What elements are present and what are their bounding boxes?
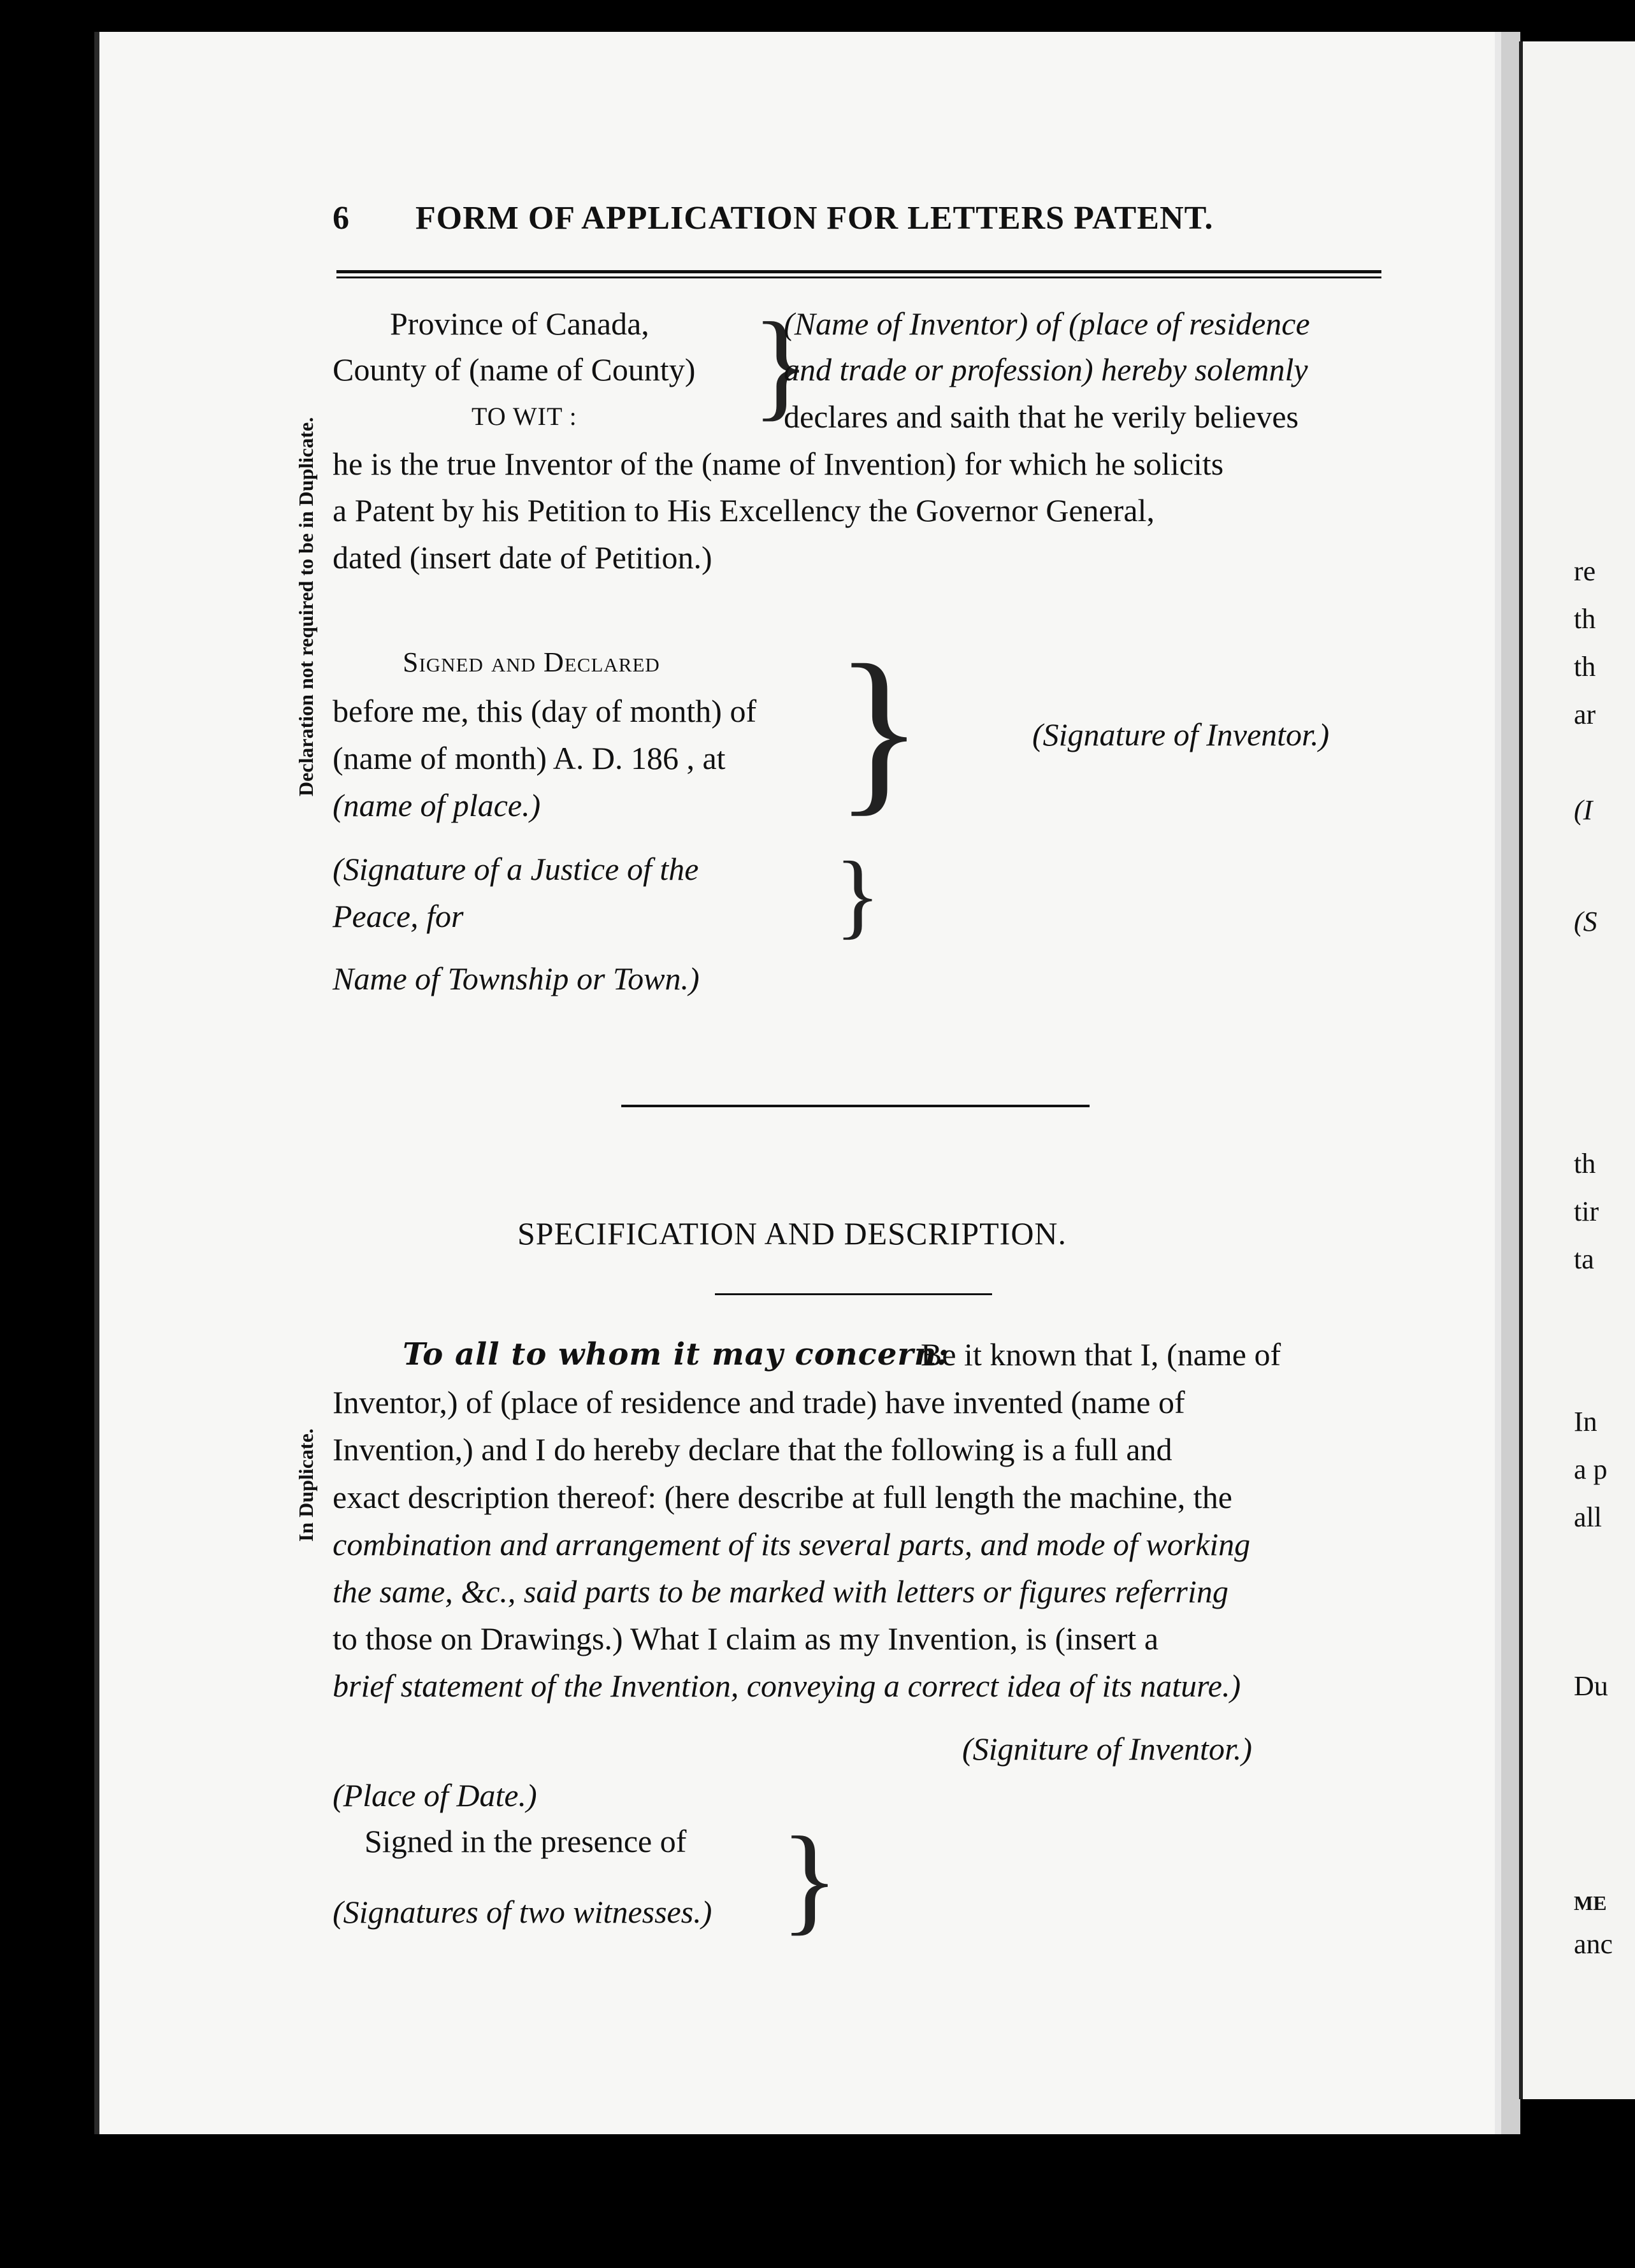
specification-body-line: Be it known that I, (name of — [921, 1337, 1281, 1372]
declaration-body-line: dated (insert date of Petition.) — [333, 540, 712, 575]
specification-heading: SPECIFICATION AND DESCRIPTION. — [517, 1216, 1067, 1251]
witnesses-line: (Signatures of two witnesses.) — [333, 1894, 712, 1930]
specification-body-line: brief statement of the Invention, conveying a correct idea of its nature.) — [333, 1668, 1241, 1704]
adjacent-page-fragment: tir — [1574, 1196, 1599, 1227]
venue-to-wit: TO WIT : — [472, 402, 577, 431]
adjacent-page-fragment: th — [1574, 603, 1596, 635]
justice-signature-line: (Signature of a Justice of the — [333, 851, 699, 887]
witnesses-brace: } — [781, 1812, 839, 1946]
declaration-opening-line: and trade or profession) hereby solemnly — [784, 352, 1308, 387]
place-date: (Place of Date.) — [333, 1777, 537, 1813]
jurat-line: (name of place.) — [333, 787, 541, 823]
specification-inventor-signature: (Signiture of Inventor.) — [962, 1731, 1253, 1767]
adjacent-page-fragment: ar — [1574, 699, 1596, 730]
jurat-line: (name of month) A. D. 186 , at — [333, 740, 726, 776]
jurat-brace: } — [835, 627, 924, 831]
adjacent-page-fragment: th — [1574, 1148, 1596, 1179]
adjacent-page-fragment: ta — [1574, 1244, 1594, 1275]
specification-body-line: the same, &c., said parts to be marked with letters or figures referring — [333, 1574, 1228, 1609]
jurat-line: before me, this (day of month) of — [333, 693, 757, 729]
venue-province: Province of Canada, — [390, 306, 649, 341]
margin-note-declaration: Declaration not required to be in Duplicate. — [294, 417, 317, 796]
adjacent-page-fragment: (I — [1574, 794, 1593, 826]
justice-signature-line: Peace, for — [333, 898, 464, 934]
salutation: To all to whom it may concern: — [403, 1337, 949, 1372]
specification-body-line: Invention,) and I do hereby declare that the following is a full and — [333, 1432, 1172, 1467]
adjacent-page-fragment: re — [1574, 556, 1596, 587]
declaration-opening-line: (Name of Inventor) of (place of residence — [784, 306, 1310, 341]
page-gutter — [1501, 32, 1520, 2134]
page-fold-shadow — [1495, 32, 1501, 2134]
declaration-body-line: a Patent by his Petition to His Excellency the Governor General, — [333, 492, 1155, 528]
adjacent-page-fragment: ME — [1574, 1891, 1607, 1914]
presence-line: Signed in the presence of — [364, 1823, 687, 1859]
township-line: Name of Township or Town.) — [333, 961, 700, 996]
venue-county: County of (name of County) — [333, 352, 696, 387]
adjacent-page-fragment: (S — [1574, 906, 1597, 937]
specification-body-line: Inventor,) of (place of residence and trade) have invented (name of — [333, 1384, 1185, 1420]
specification-body-line: exact description thereof: (here describe at full length the machine, the — [333, 1479, 1232, 1515]
adjacent-page-fragment: In — [1574, 1406, 1597, 1437]
jurat-heading: Signed and Declared — [403, 647, 660, 678]
margin-note-specification: In Duplicate. — [294, 1428, 317, 1542]
adjacent-page — [1519, 41, 1635, 2099]
venue-brace: } — [752, 298, 810, 432]
declaration-inventor-signature: (Signature of Inventor.) — [1032, 717, 1330, 752]
declaration-opening-line: declares and saith that he verily believes — [784, 399, 1299, 434]
header-rule-thin — [336, 276, 1381, 278]
adjacent-page-fragment: a p — [1574, 1454, 1608, 1485]
running-head-title: FORM OF APPLICATION FOR LETTERS PATENT. — [415, 200, 1214, 236]
header-rule-thick — [336, 270, 1381, 273]
specification-body-line: combination and arrangement of its several parts, and mode of working — [333, 1526, 1251, 1562]
specification-body-line: to those on Drawings.) What I claim as my Invention, is (insert a — [333, 1621, 1159, 1656]
specification-heading-rule — [715, 1293, 992, 1295]
section-divider — [621, 1105, 1090, 1107]
page-number: 6 — [333, 200, 349, 236]
adjacent-page-fragment: th — [1574, 651, 1596, 682]
justice-brace: } — [835, 842, 881, 948]
adjacent-page-fragment: Du — [1574, 1670, 1608, 1702]
declaration-body-line: he is the true Inventor of the (name of Invention) for which he solicits — [333, 446, 1224, 482]
adjacent-page-fragment: anc — [1574, 1928, 1613, 1960]
adjacent-page-fragment: all — [1574, 1502, 1602, 1533]
